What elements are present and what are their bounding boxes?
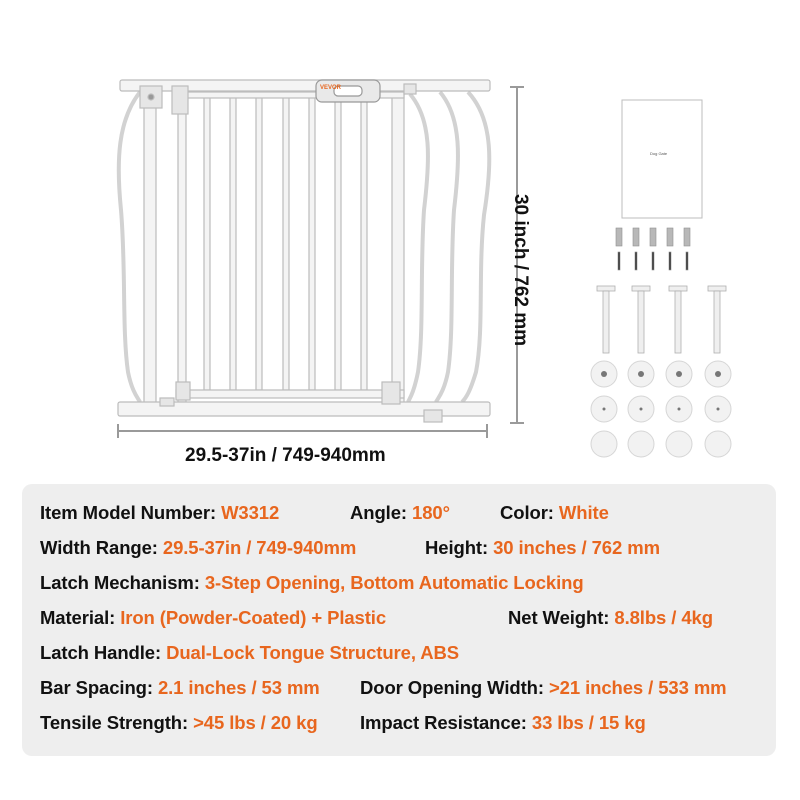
spec-label: Angle: bbox=[350, 502, 412, 523]
spec-row bbox=[22, 677, 776, 709]
spec-row bbox=[22, 537, 776, 569]
threaded-spindles bbox=[597, 286, 726, 353]
spec-label: Impact Resistance: bbox=[360, 712, 532, 733]
wall-pads bbox=[591, 361, 731, 457]
spec-row bbox=[22, 502, 776, 534]
spec-value: 29.5-37in / 749-940mm bbox=[162, 537, 357, 558]
spec-label: Color: bbox=[500, 502, 559, 523]
spec-label: Item Model Number: bbox=[40, 502, 222, 523]
screw-set bbox=[616, 228, 690, 270]
spec-value: 8.8lbs / 4kg bbox=[614, 607, 713, 628]
spec-value: 3-Step Opening, Bottom Automatic Locking bbox=[204, 572, 584, 593]
brand-logo: VEVOR bbox=[320, 85, 342, 91]
spec-label: Latch Mechanism: bbox=[40, 572, 205, 593]
spec-label: Tensile Strength: bbox=[40, 712, 194, 733]
spec-row bbox=[22, 642, 776, 674]
spec-value: >21 inches / 533 mm bbox=[548, 677, 727, 698]
spec-panel bbox=[22, 484, 776, 756]
spec-row bbox=[22, 607, 776, 639]
spec-label: Bar Spacing: bbox=[40, 677, 158, 698]
spec-value: 33 lbs / 15 kg bbox=[531, 712, 646, 733]
spec-item-width-range bbox=[40, 537, 356, 559]
width-dimension-line bbox=[118, 424, 487, 438]
spec-item-model bbox=[40, 502, 279, 524]
spec-value: Dual-Lock Tongue Structure, ABS bbox=[166, 642, 459, 663]
manual-title: Dog Gate bbox=[650, 151, 668, 156]
spec-value: >45 lbs / 20 kg bbox=[193, 712, 318, 733]
instruction-manual bbox=[622, 100, 702, 218]
spec-value: White bbox=[558, 502, 609, 523]
width-dimension-label: 29.5-37in / 749-940mm bbox=[185, 445, 386, 466]
spec-item-height bbox=[425, 537, 660, 559]
spec-row bbox=[22, 572, 776, 604]
spec-value: W3312 bbox=[221, 502, 280, 523]
spec-row bbox=[22, 712, 776, 744]
spec-label: Door Opening Width: bbox=[360, 677, 549, 698]
spec-label: Height: bbox=[425, 537, 494, 558]
spec-item-bar-spacing bbox=[40, 677, 320, 699]
spec-label: Width Range: bbox=[40, 537, 163, 558]
spec-value: Iron (Powder-Coated) + Plastic bbox=[120, 607, 387, 628]
spec-label: Net Weight: bbox=[508, 607, 615, 628]
spec-value: 30 inches / 762 mm bbox=[493, 537, 660, 558]
height-dimension-label: 30 inch / 762 mm bbox=[510, 193, 531, 347]
spec-value: 180° bbox=[412, 502, 450, 523]
spec-item-material bbox=[40, 607, 386, 629]
spec-item-impact-resistance bbox=[360, 712, 646, 734]
gate-illustration bbox=[118, 80, 490, 422]
spec-label: Latch Handle: bbox=[40, 642, 167, 663]
spec-item-net-weight bbox=[508, 607, 713, 629]
spec-item-latch-mechanism bbox=[40, 572, 584, 594]
spec-label: Material: bbox=[40, 607, 121, 628]
spec-item-door-opening-width bbox=[360, 677, 727, 699]
spec-item-latch-handle bbox=[40, 642, 459, 664]
spec-item-color bbox=[500, 502, 609, 524]
spec-item-angle bbox=[350, 502, 450, 524]
spec-value: 2.1 inches / 53 mm bbox=[157, 677, 320, 698]
spec-item-tensile-strength bbox=[40, 712, 318, 734]
